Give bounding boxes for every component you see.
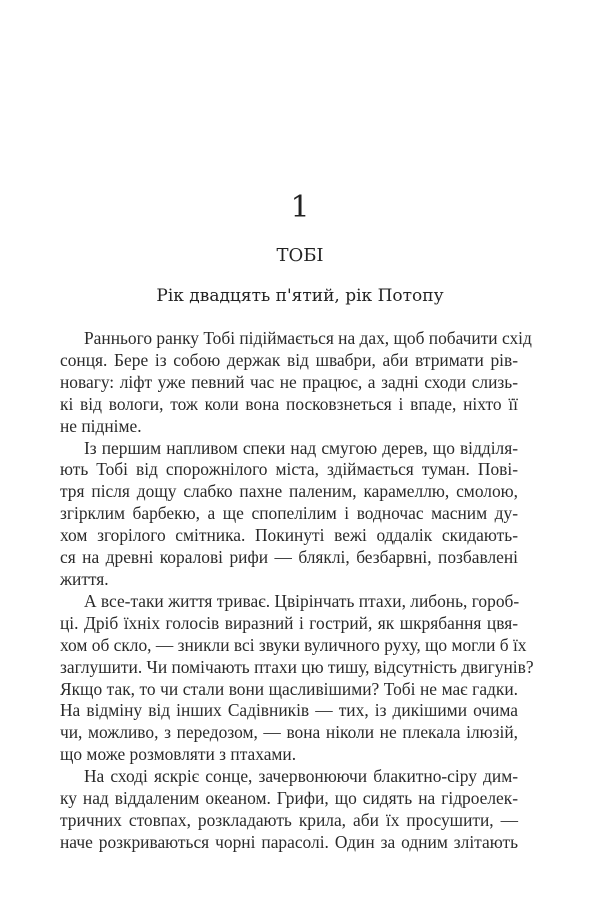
text-line: ють Тобі від спорожнілого міста, здіймається туман. Пові- [60,459,518,480]
text-line: На сході яскріє сонце, зачервонюючи блакитно-сіру дим- [84,766,518,787]
text-line: ці. Дріб їхніх голосів виразний і гострий, як шкрябання цвя- [60,612,518,633]
text-line: ку над віддаленим океаном. Грифи, що сидять на гідроелек- [60,788,518,809]
text-line: Якщо так, то чи стали вони щасливішими? Тобі не має гадки. [60,678,518,699]
text-line: На відміну від інших Садівників — тих, із дикішими очима [60,700,518,721]
paragraph [60,328,532,438]
text-line: наче розкриваються чорні парасолі. Один за одним злітають [60,831,518,852]
text-line: життя. [60,568,109,589]
text-line: Із першим напливом спеки над смугою дерев, що відділя- [84,437,518,458]
text-line: чи, можливо, з передозом, — вона ніколи не плекала ілюзій, [60,722,518,743]
paragraph [60,766,518,854]
text-line: хом згорілого смітника. Покинуті вежі оддалік скидають- [60,525,518,546]
text-line: Раннього ранку Тобі підіймається на дах, щоб побачити схід [84,328,532,348]
text-line: кі від вологи, тож коли вона посковзнеться і впаде, ніхто її [60,393,518,414]
text-line: А все-таки життя триває. Цвірінчать птахи, либонь, гороб- [84,590,520,611]
text-line: ся на древні коралові рифи — бляклі, безбарвні, позбавлені [60,547,518,568]
chapter-subtitle: Рік двадцять п'ятий, рік Потопу [156,286,444,306]
text-line: що може розмовляти з птахами. [60,744,297,765]
text-line: сонця. Бере із собою держак від швабри, аби втримати рів- [60,349,518,370]
chapter-title: ТОБІ [276,245,324,266]
text-line: не підніме. [60,415,142,436]
body-text [60,328,534,854]
text-line: згірклим барбекю, а ще спопелілим і водночас масним ду- [60,503,518,524]
text-line: хом об скло, — зникли всі звуки вуличного руху, що могли б їх [60,634,527,655]
text-line: новагу: ліфт уже певний час не працює, а задні сходи слизь- [60,371,518,392]
text-line: тря після дощу слабко пахне паленим, карамеллю, смолою, [60,481,518,502]
text-line: заглушити. Чи помічають птахи цю тишу, відсутність двигунів? [60,656,534,677]
paragraph [60,438,518,591]
chapter-number: 1 [290,190,310,225]
text-line: тричних стовпах, розкладають крила, аби їх просушити, — [60,809,518,830]
paragraph [60,590,534,766]
